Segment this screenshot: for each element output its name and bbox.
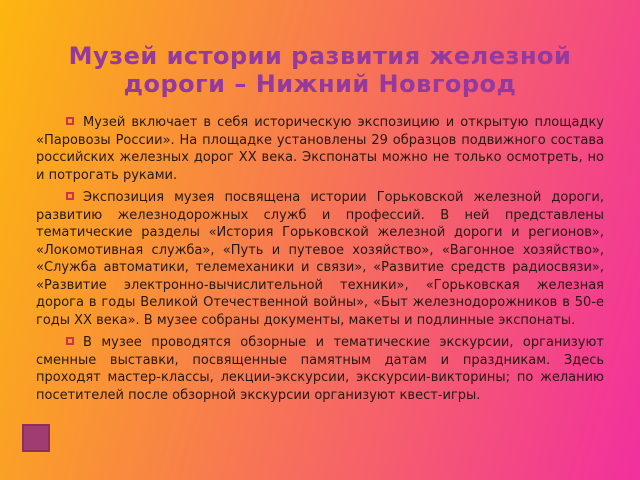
square-bullet-icon	[66, 117, 74, 125]
slide-title-line1: Музей истории развития железной	[68, 42, 572, 71]
bullet-paragraph-text: Экспозиция музея посвящена истории Горьковской железной дороги, развитию железнодорожных служб и профессий. В ней представлены тематические разделы «История Горьковской железной дороги и регионов», «Локомотивная служба», «Путь и путевое хозяйство», «Вагонное хозяйство», «Служба автоматики, телемеханики и связи», «Развитие средств радиосвязи», «Развитие электронно-вычислительной техники», «Горьковская железная дорога в годы Великой Отечественной войны», «Быт железнодорожников в 50-е годы XX века». В музее собраны документы, макеты и подлинные экспонаты.	[36, 190, 604, 328]
bullet-paragraph	[36, 114, 604, 184]
bullet-paragraph-text: В музее проводятся обзорные и тематические экскурсии, организуют сменные выставки, посвященные памятным датам и праздникам. Здесь проходят мастер-классы, лекции-экскурсии, экскурсии-викторины; по желанию посетителей после обзорной экскурсии организуют квест-игры.	[36, 335, 604, 403]
square-bullet-icon	[66, 337, 74, 345]
bullet-paragraph	[36, 334, 604, 404]
decorative-corner-square	[22, 424, 50, 452]
bullet-paragraph	[36, 189, 604, 329]
slide-body	[36, 114, 604, 404]
slide-title-line2: дороги – Нижний Новгород	[123, 70, 517, 99]
square-bullet-icon	[66, 192, 74, 200]
slide-title	[0, 16, 640, 98]
bullet-paragraph-text: Музей включает в себя историческую экспозицию и открытую площадку «Паровозы России». На площадке установлены 29 образцов подвижного состава российских железных дорог XX века. Экспонаты можно не только осмотреть, но и потрогать руками.	[36, 115, 604, 183]
